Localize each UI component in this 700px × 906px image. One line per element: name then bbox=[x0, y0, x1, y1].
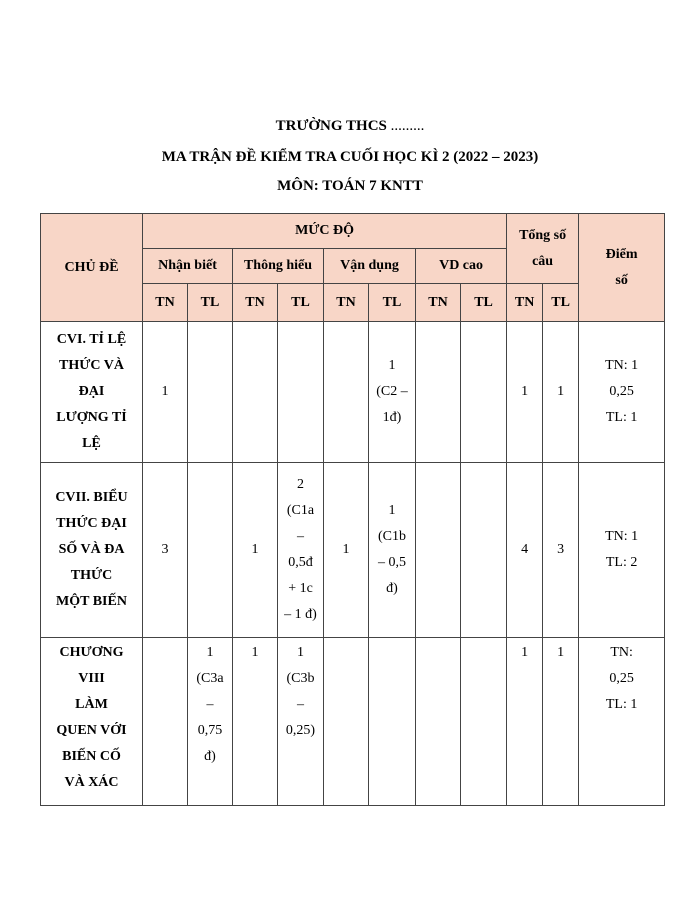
cell-line: 0,75 bbox=[197, 723, 223, 738]
matrix-cell bbox=[324, 322, 369, 463]
score-line: TN: 1 bbox=[605, 358, 639, 373]
topic-line: CVII. BIỂU bbox=[55, 490, 128, 505]
sub-header: TL bbox=[278, 284, 324, 322]
score-cell bbox=[579, 463, 665, 638]
matrix-cell bbox=[143, 463, 188, 638]
cell-line: + 1c bbox=[288, 581, 313, 596]
cell-line: (C1a bbox=[286, 503, 315, 518]
sub-header: TN bbox=[143, 284, 188, 322]
school-name: TRƯỜNG THCS bbox=[275, 118, 387, 134]
cell-line: 1 bbox=[521, 645, 529, 660]
topic-cell bbox=[41, 322, 143, 463]
matrix-cell bbox=[543, 322, 579, 463]
score-cell bbox=[579, 322, 665, 463]
matrix-cell bbox=[143, 322, 188, 463]
topic-line: THỨC ĐẠI bbox=[56, 516, 127, 531]
sub-header: TL bbox=[461, 284, 507, 322]
cell-line: 1 bbox=[521, 384, 529, 399]
matrix-cell bbox=[507, 322, 543, 463]
total-header-line2: câu bbox=[532, 253, 554, 269]
level-application: Vận dụng bbox=[324, 249, 416, 284]
cell-line: 2 bbox=[297, 477, 304, 492]
table-row bbox=[41, 638, 665, 806]
topic-line: BIẾN CỐ bbox=[62, 749, 121, 764]
total-header bbox=[507, 214, 579, 284]
cell-line: – 1 đ) bbox=[284, 607, 317, 622]
matrix-cell bbox=[507, 638, 543, 806]
topic-cell bbox=[41, 463, 143, 638]
topic-header: CHỦ ĐỀ bbox=[41, 214, 143, 322]
topic-line: THỨC VÀ bbox=[59, 358, 124, 373]
score-line: 0,25 bbox=[609, 671, 634, 686]
cell-line: 1 bbox=[161, 384, 169, 399]
matrix-cell bbox=[233, 463, 278, 638]
matrix-cell bbox=[416, 638, 461, 806]
cell-line: 1 bbox=[251, 542, 259, 557]
cell-line: (C3a bbox=[196, 671, 224, 686]
score-header bbox=[579, 214, 665, 322]
cell-line: 1đ) bbox=[382, 410, 402, 425]
matrix-cell bbox=[278, 638, 324, 806]
matrix-cell bbox=[461, 463, 507, 638]
level-understanding: Thông hiểu bbox=[233, 249, 324, 284]
score-header-line2: số bbox=[615, 272, 628, 288]
total-header-line1: Tổng số bbox=[519, 227, 567, 243]
table-row bbox=[41, 322, 665, 463]
matrix-cell bbox=[324, 463, 369, 638]
cell-line: (C3b bbox=[286, 671, 315, 686]
cell-line: 0,25) bbox=[285, 723, 316, 738]
topic-line: LỆ bbox=[82, 436, 101, 451]
cell-line: 1 bbox=[342, 542, 350, 557]
cell-line: đ) bbox=[204, 749, 216, 764]
score-line: TL: 2 bbox=[605, 555, 638, 570]
matrix-cell bbox=[507, 463, 543, 638]
topic-line: CVI. TỈ LỆ bbox=[56, 332, 127, 347]
matrix-cell bbox=[416, 463, 461, 638]
cell-line: đ) bbox=[386, 581, 398, 596]
matrix-cell bbox=[543, 638, 579, 806]
matrix-cell bbox=[278, 463, 324, 638]
sub-header: TL bbox=[543, 284, 579, 322]
matrix-cell bbox=[369, 638, 416, 806]
cell-line: 1 bbox=[297, 645, 304, 660]
matrix-cell bbox=[188, 463, 233, 638]
cell-line: – 0,5 bbox=[378, 555, 406, 570]
topic-cell bbox=[41, 638, 143, 806]
sub-header: TL bbox=[369, 284, 416, 322]
matrix-cell bbox=[188, 638, 233, 806]
cell-line: (C2 – bbox=[376, 384, 408, 399]
matrix-cell bbox=[461, 322, 507, 463]
topic-line: ĐẠI bbox=[78, 384, 105, 399]
sub-header: TL bbox=[188, 284, 233, 322]
topic-line: QUEN VỚI bbox=[56, 723, 127, 738]
cell-line: (C1b bbox=[378, 529, 406, 544]
topic-line: MỘT BIẾN bbox=[56, 594, 127, 609]
cell-line: 4 bbox=[521, 542, 529, 557]
score-line: TL: 1 bbox=[605, 697, 638, 712]
topic-line: THỨC bbox=[70, 568, 113, 583]
score-line: TN: bbox=[610, 645, 633, 660]
matrix-cell bbox=[369, 463, 416, 638]
document-title: MA TRẬN ĐỀ KIỂM TRA CUỐI HỌC KÌ 2 (2022 – 2023) bbox=[161, 149, 539, 165]
matrix-cell bbox=[369, 322, 416, 463]
sub-header: TN bbox=[324, 284, 369, 322]
matrix-cell bbox=[461, 638, 507, 806]
matrix-cell bbox=[416, 322, 461, 463]
cell-line: 3 bbox=[557, 542, 565, 557]
topic-line: SỐ VÀ ĐA bbox=[58, 542, 125, 557]
score-line: TL: 1 bbox=[605, 410, 638, 425]
topic-line: VIII bbox=[78, 671, 105, 686]
matrix-cell bbox=[324, 638, 369, 806]
cell-line: 1 bbox=[206, 645, 214, 660]
score-cell bbox=[579, 638, 665, 806]
matrix-cell bbox=[278, 322, 324, 463]
cell-line: 1 bbox=[557, 384, 565, 399]
score-header-line1: Điểm bbox=[605, 246, 638, 262]
level-header: MỨC ĐỘ bbox=[143, 214, 507, 249]
assessment-matrix-table bbox=[40, 213, 665, 806]
cell-line: – bbox=[206, 697, 214, 712]
matrix-cell bbox=[188, 322, 233, 463]
matrix-cell bbox=[233, 322, 278, 463]
cell-line: 1 bbox=[388, 358, 396, 373]
matrix-cell bbox=[233, 638, 278, 806]
cell-line: 0,5đ bbox=[288, 555, 313, 570]
table-row bbox=[41, 463, 665, 638]
cell-line: 3 bbox=[161, 542, 169, 557]
cell-line: – bbox=[297, 529, 304, 544]
topic-line: VÀ XÁC bbox=[64, 775, 119, 790]
sub-header: TN bbox=[507, 284, 543, 322]
school-line bbox=[0, 118, 700, 135]
cell-line: 1 bbox=[251, 645, 259, 660]
topic-line: CHƯƠNG bbox=[59, 645, 124, 660]
score-line: TN: 1 bbox=[605, 529, 639, 544]
matrix-cell bbox=[143, 638, 188, 806]
matrix-cell bbox=[543, 463, 579, 638]
topic-line: LÀM bbox=[75, 697, 108, 712]
level-recognition: Nhận biết bbox=[143, 249, 233, 284]
subject-line: MÔN: TOÁN 7 KNTT bbox=[277, 178, 423, 194]
cell-line: 1 bbox=[557, 645, 565, 660]
cell-line: – bbox=[297, 697, 304, 712]
level-advanced: VD cao bbox=[416, 249, 507, 284]
sub-header: TN bbox=[416, 284, 461, 322]
cell-line: 1 bbox=[388, 503, 396, 518]
score-line: 0,25 bbox=[609, 384, 634, 399]
sub-header: TN bbox=[233, 284, 278, 322]
topic-line: LƯỢNG TỈ bbox=[56, 410, 127, 425]
school-dots: ......... bbox=[390, 118, 425, 134]
